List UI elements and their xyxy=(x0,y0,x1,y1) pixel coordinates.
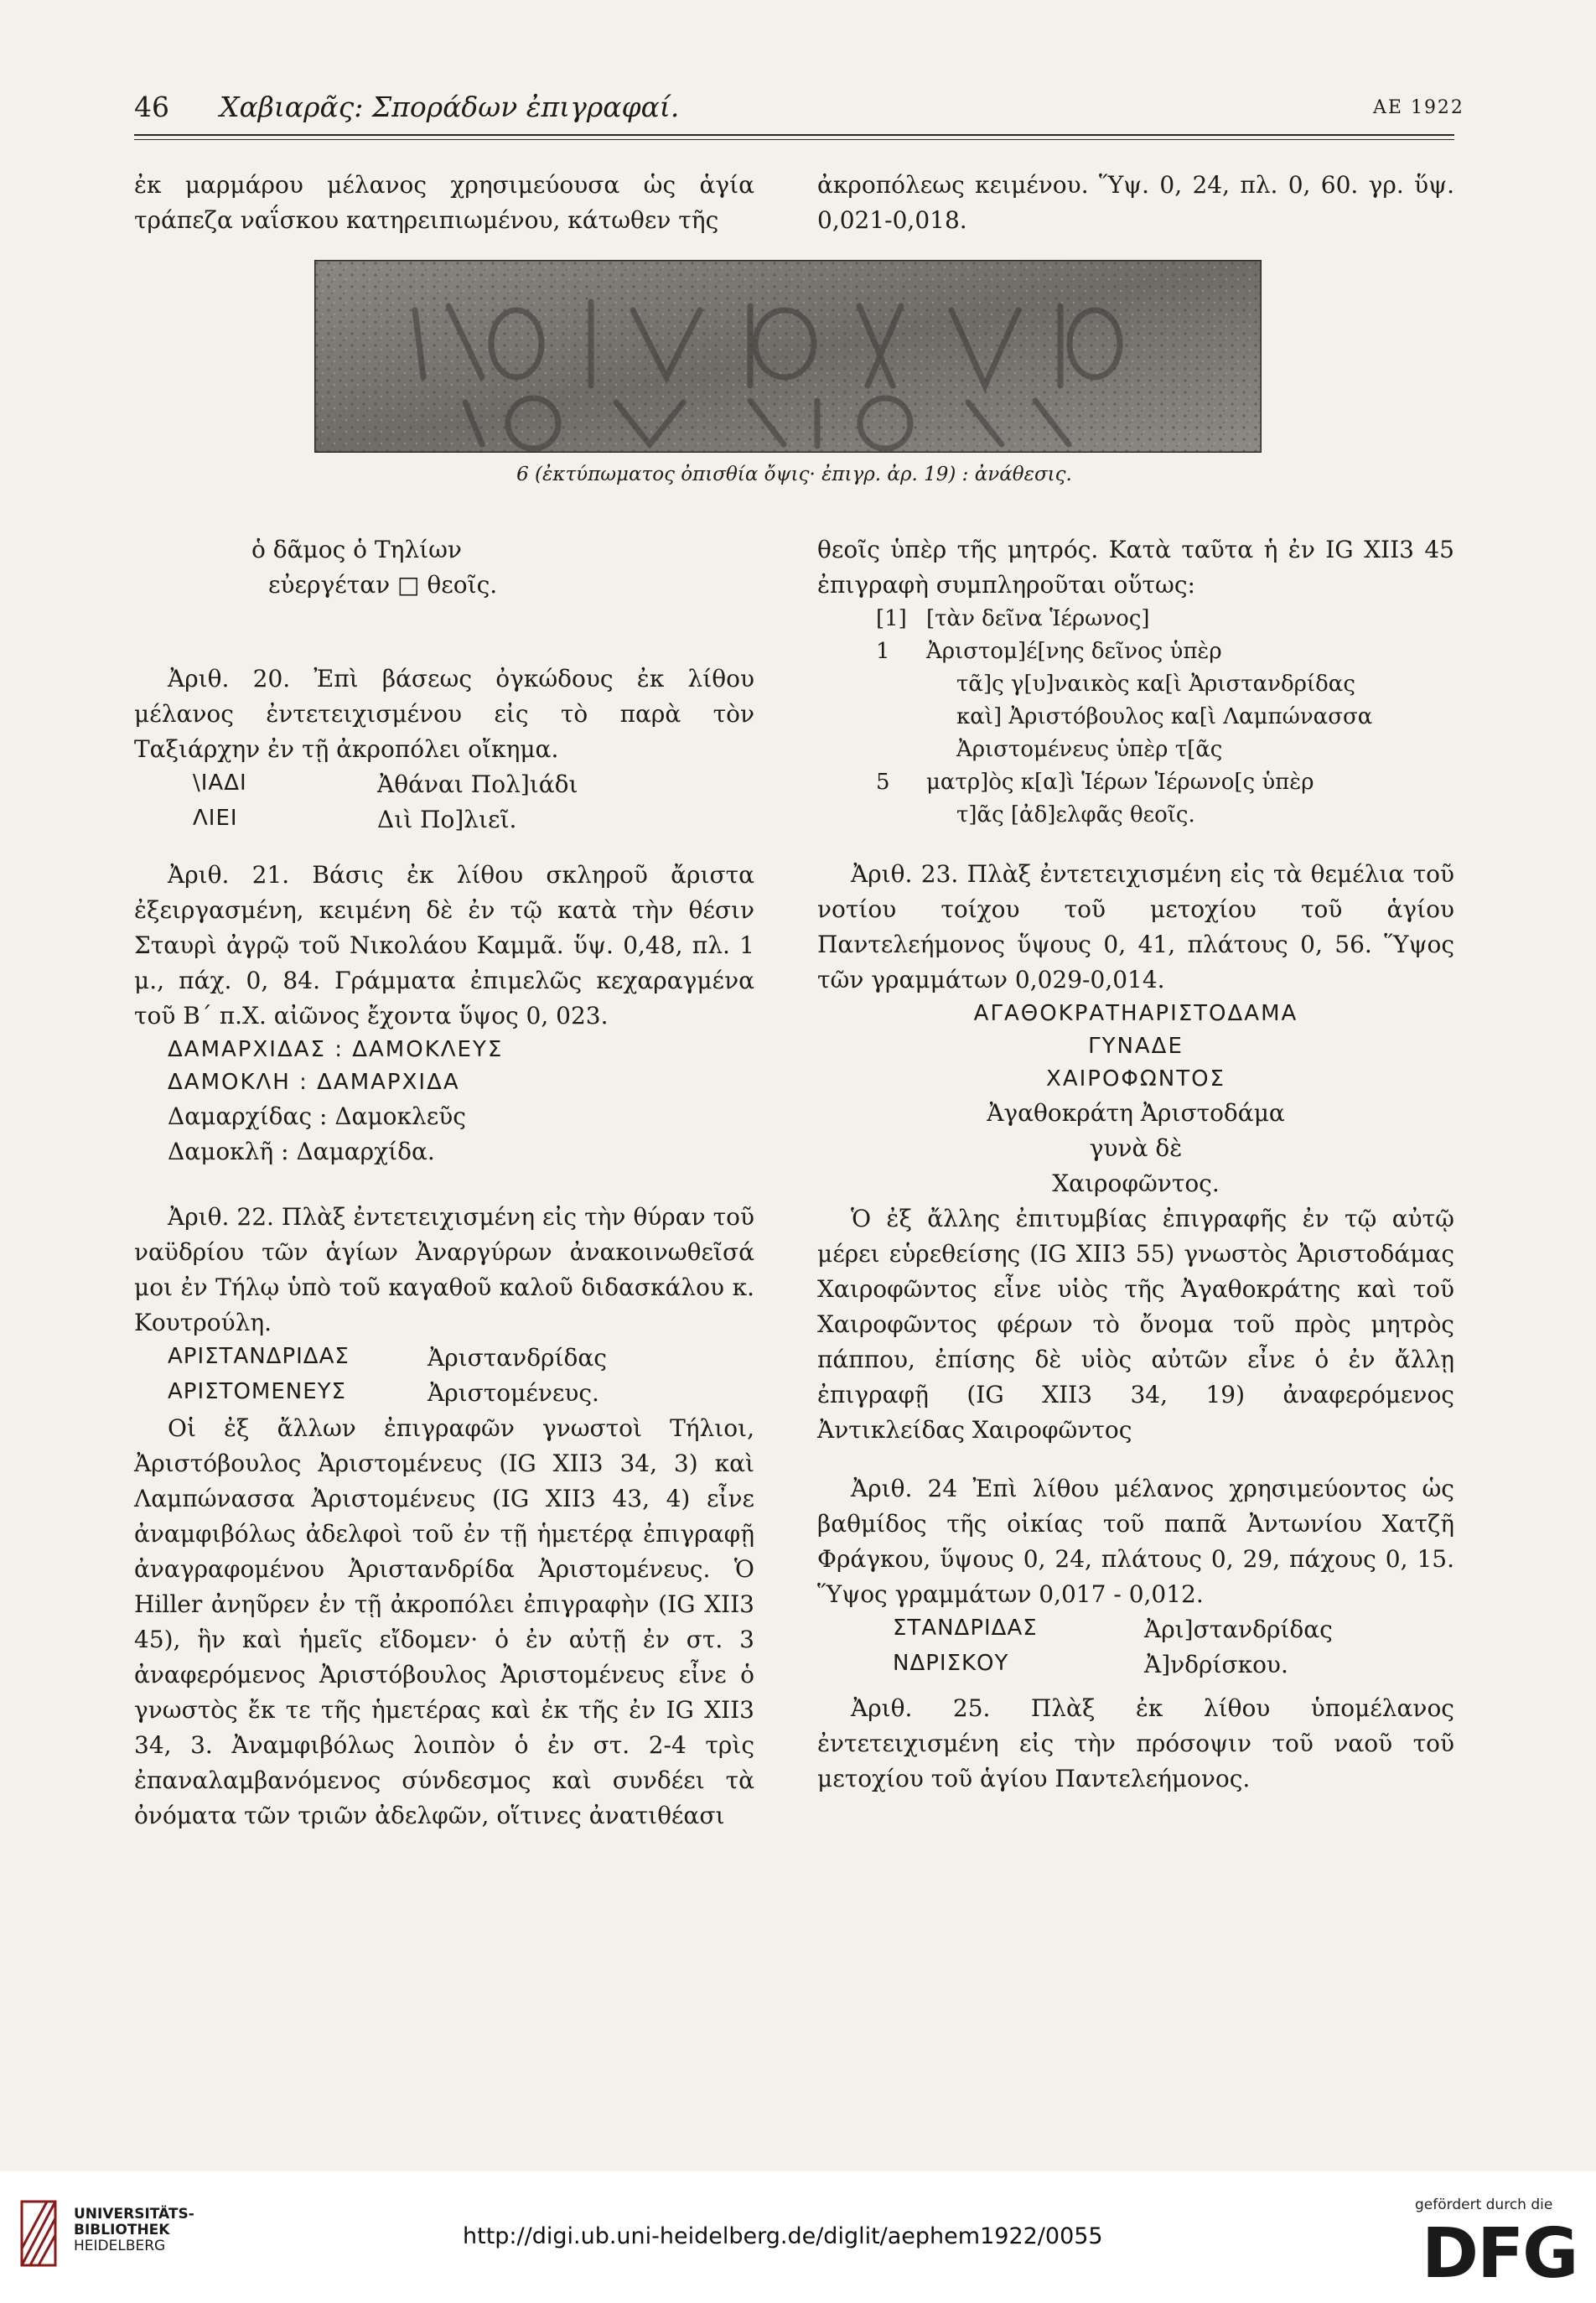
restored-line xyxy=(876,734,1454,766)
university-library-logo-icon xyxy=(17,2198,69,2270)
inscription-22-row-1 xyxy=(134,1341,754,1376)
inscription-22-reading-2: Ἀριστομένευς. xyxy=(428,1379,599,1407)
inscription-22-majuscule-2: ΑΡΙΣΤΟΜΕΝΕΥΣ xyxy=(168,1379,346,1404)
restored-line xyxy=(876,766,1454,799)
inscription-23-line-5: γυνὰ δὲ xyxy=(1089,1134,1183,1162)
inscription-20-row-1 xyxy=(134,767,754,802)
inscription-24-majuscule-1: ΣΤΑΝΔΡΙΔΑΣ xyxy=(893,1616,1038,1641)
line-number xyxy=(876,701,926,734)
line-text: τ]ᾶς [ἀδ]ελφᾶς θεοῖς. xyxy=(956,802,1195,827)
right-column xyxy=(817,532,1454,1797)
entry-25: Ἀριθ. 25. Πλὰξ ἐκ λίθου ὑπομέλανος ἐντετειχισμένη εἰς τὴν πρόσοψιν τοῦ ναοῦ τοῦ μετοχίου τοῦ ἁγίου Παντελεήμονος. xyxy=(817,1694,1454,1792)
header-rule-thin xyxy=(134,139,1454,140)
line-number xyxy=(876,734,926,766)
top-left-paragraph: ἐκ μαρμάρου μέλανος χρησιμεύουσα ὡς ἁγία τράπεζα ναΐσκου κατηρειπιωμένου, κάτωθεν τῆς xyxy=(134,171,754,234)
inscription-23-line-2: ΓΥΝΑΔΕ xyxy=(1088,1034,1184,1059)
entry-22: Ἀριθ. 22. Πλὰξ ἐντετειχισμένη εἰς τὴν θύραν τοῦ ναϋδρίου τῶν ἁγίων Ἀναργύρων ἀνακοινωθεῖσά μοι ἐν Τήλῳ ὑπὸ τοῦ καγαθοῦ καλοῦ διδασκάλου κ. Κουτρούλη. xyxy=(134,1203,754,1336)
entry-24: Ἀριθ. 24 Ἐπὶ λίθου μέλανος χρησιμεύοντος ὡς βαθμίδος τῆς οἰκίας τοῦ παπᾶ Ἀντωνίου Χατζῆ Φράγκου, ὕψους 0, 24, πλάτους 0, 29, πάχους 0, 15. Ὕψος γραμμάτων 0,017 - 0,012. xyxy=(817,1475,1454,1608)
inscription-24-row-2 xyxy=(817,1647,1454,1683)
library-name-line-1: UNIVERSITÄTS- xyxy=(74,2206,194,2223)
top-right-paragraph: ἀκροπόλεως κειμένου. Ὕψ. 0, 24, πλ. 0, 60. γρ. ὕψ. 0,021-0,018. xyxy=(817,171,1454,234)
inscription-20-row-2 xyxy=(134,802,754,838)
commentary-23: Ὁ ἐξ ἄλλης ἐπιτυμβίας ἐπιγραφῆς ἐν τῷ αὐτῷ μέρει εὑρεθείσης (IG XII3 55) γνωστὸς Ἀριστοδάμας Χαιροφῶντος εἶνε υἱὸς τῆς Ἀγαθοκράτης καὶ τοῦ Χαιροφῶντος φέρων τὸ ὄνομα τοῦ πρὸς μητρὸς πάππου, ἐπίσης δὲ υἱὸς αὐτῶν εἶνε ὁ ἐν ἄλλῃ ἐπιγραφῇ (IG XII3 34, 19) ἀναφερόμενος Ἀντικλείδας Χαιροφῶντος xyxy=(817,1205,1454,1444)
line-text: τᾶ]ς γ[υ]ναικὸς κα[ὶ Ἀριστανδρίδας xyxy=(956,672,1355,697)
funded-by-label: gefördert durch die xyxy=(1415,2197,1553,2213)
top-right-text xyxy=(817,168,1454,238)
restored-text-block xyxy=(817,603,1454,832)
top-left-text xyxy=(134,168,754,238)
restored-line xyxy=(876,799,1454,832)
entry-20: Ἀριθ. 20. Ἐπὶ βάσεως ὀγκώδους ἐκ λίθου μέλανος ἐντετειχισμένου εἰς τὸ παρὰ τὸν Ταξιάρχην ἐν τῇ ἀκροπόλει οἴκημα. xyxy=(134,665,754,763)
line-number: [1] xyxy=(876,606,907,631)
entry-23: Ἀριθ. 23. Πλὰξ ἐντετειχισμένη εἰς τὰ θεμέλια τοῦ νοτίου τοίχου τοῦ μετοχίου τοῦ ἁγίου Παντελεήμονος ὕψους 0, 41, πλάτους 0, 56. Ὕψος τῶν γραμμάτων 0,029-0,014. xyxy=(817,860,1454,993)
inscription-23-line-3: ΧΑΙΡΟΦΩΝΤΟΣ xyxy=(1046,1066,1226,1092)
line-text: [τὰν δεῖνα Ἱέρωνος] xyxy=(926,606,1150,631)
line-text: Ἀριστομ]έ[νης δεῖνος ὑπὲρ xyxy=(926,639,1222,664)
right-intro-paragraph: θεοῖς ὑπὲρ τῆς μητρός. Κατὰ ταῦτα ἡ ἐν IG XII3 45 ἐπιγραφὴ συμπληροῦται οὕτως: xyxy=(817,536,1454,599)
inscription-22-reading-1: Ἀριστανδρίδας xyxy=(428,1344,607,1372)
inscription-20-majuscule-1: \ΙΑΔΙ xyxy=(193,770,247,796)
inscription-21-line-2: ΔΑΜΟΚΛΗ : ΔΑΜΑΡΧΙΔΑ xyxy=(168,1070,460,1095)
left-column xyxy=(134,532,754,1834)
inscription-24-reading-2: Ἀ]νδρίσκου. xyxy=(1144,1651,1288,1678)
inscription-23-line-4: Ἀγαθοκράτη Ἀριστοδάμα xyxy=(987,1099,1285,1127)
line-number: 1 xyxy=(876,639,890,664)
dfg-logo: DFG xyxy=(1422,2214,1578,2294)
library-name xyxy=(74,2207,194,2254)
inscription-21-line-4: Δαμοκλῆ : Δαμαρχίδα. xyxy=(168,1138,435,1165)
inscription-24-reading-1: Ἀρι]στανδρίδας xyxy=(1144,1616,1333,1643)
inscription-20-reading-2: Διὶ Πο]λιεῖ. xyxy=(377,806,517,833)
journal-label: ΑΕ 1922 xyxy=(1373,97,1464,118)
running-title: Χαβιαρᾶς: Σποράδων ἐπιγραφαί. xyxy=(220,91,680,123)
inscription-24-row-1 xyxy=(817,1612,1454,1647)
document-url-link[interactable]: http://digi.ub.uni-heidelberg.de/diglit/aephem1922/0055 xyxy=(463,2223,1103,2249)
restored-line xyxy=(876,603,1454,635)
line-text: Ἀριστομένευς ὑπὲρ τ[ᾶς xyxy=(956,737,1223,762)
entry-21: Ἀριθ. 21. Βάσις ἐκ λίθου σκληροῦ ἄριστα ἐξειργασμένη, κειμένη δὲ ἐν τῷ κατὰ τὴν θέσιν Σταυρὶ ἀγρῷ τοῦ Νικολάου Καμμᾶ. ὕψ. 0,48, πλ. 1 μ., πάχ. 0, 84. Γράμματα ἐπιμελῶς κεχαραγμένα τοῦ Β΄ π.Χ. αἰῶνος ἔχοντα ὕψος 0, 023. xyxy=(134,861,754,1030)
inscription-19-line-1: ὁ δᾶμος ὁ Τηλίων xyxy=(251,536,462,563)
line-text: ματρ]ὸς κ[α]ὶ Ἱέρων Ἱέρωνο[ς ὑπὲρ xyxy=(926,770,1314,795)
line-number xyxy=(876,799,926,832)
restored-line xyxy=(876,635,1454,668)
figure-caption: 6 (ἐκτύπωματος ὀπισθία ὄψις· ἐπιγρ. ἀρ. 19) : ἀνάθεσις. xyxy=(516,464,1072,485)
restored-line xyxy=(876,701,1454,734)
line-text: καὶ] Ἀριστόβουλος κα[ὶ Λαμπώνασσα xyxy=(956,704,1373,729)
inscription-20-reading-1: Ἀθάναι Πολ]ιάδι xyxy=(377,770,578,798)
restored-line xyxy=(876,668,1454,701)
page-number: 46 xyxy=(134,91,169,123)
squeeze-photograph xyxy=(314,260,1262,453)
inscription-22-row-2 xyxy=(134,1376,754,1411)
inscription-24-majuscule-2: ΝΔΡΙΣΚΟΥ xyxy=(893,1651,1009,1676)
inscription-19-line-2: εὐεργέταν □ θεοῖς. xyxy=(268,571,498,599)
inscription-22-majuscule-1: ΑΡΙΣΤΑΝΔΡΙΔΑΣ xyxy=(168,1344,350,1369)
line-number xyxy=(876,668,926,701)
inscription-20-majuscule-2: ΛΙΕΙ xyxy=(193,806,238,831)
library-name-line-2: BIBLIOTHEK xyxy=(74,2222,170,2238)
inscription-23-line-1: ΑΓΑΘΟΚΡΑΤΗΑΡΙΣΤΟΔΑΜΑ xyxy=(973,1001,1298,1026)
inscription-21-line-1: ΔΑΜΑΡΧΙΔΑΣ : ΔΑΜΟΚΛΕΥΣ xyxy=(168,1037,504,1062)
header-rule xyxy=(134,134,1454,136)
library-name-line-3: HEIDELBERG xyxy=(74,2238,166,2254)
inscription-21-line-3: Δαμαρχίδας : Δαμοκλεῦς xyxy=(168,1102,466,1130)
line-number: 5 xyxy=(876,770,890,795)
inscription-23-line-6: Χαιροφῶντος. xyxy=(1052,1170,1220,1197)
commentary-22: Οἱ ἐξ ἄλλων ἐπιγραφῶν γνωστοὶ Τήλιοι, Ἀριστόβουλος Ἀριστομένευς (IG XII3 34, 3) καὶ Λαμπώνασσα Ἀριστομένευς (IG XII3 43, 4) εἶνε ἀναμφιβόλως ἀδελφοὶ τοῦ ἐν τῇ ἡμετέρᾳ ἐπιγραφῇ ἀναγραφομένου Ἀριστανδρίδα Ἀριστομένευς. Ὁ Hiller ἀνηῦρεν ἐν τῇ ἀκροπόλει ἐπιγραφὴν (IG XII3 45), ἣν καὶ ἡμεῖς εἴδομεν· ὁ ἐν αὐτῇ ἐν στ. 3 ἀναφερόμενος Ἀριστόβουλος Ἀριστομένευς εἶνε ὁ γνωστὸς ἔκ τε τῆς ἡμετέρας καὶ ἐκ τῆς ἐν IG XII3 34, 3. Ἀναμφιβόλως λοιπὸν ὁ ἐν στ. 2-4 τρὶς ἐπαναλαμβανόμενος σύνδεσμος καὶ συνδέει τὰ ὀνόματα τῶν τριῶν ἀδελφῶν, οἵτινες ἀνατιθέασι xyxy=(134,1414,754,1829)
